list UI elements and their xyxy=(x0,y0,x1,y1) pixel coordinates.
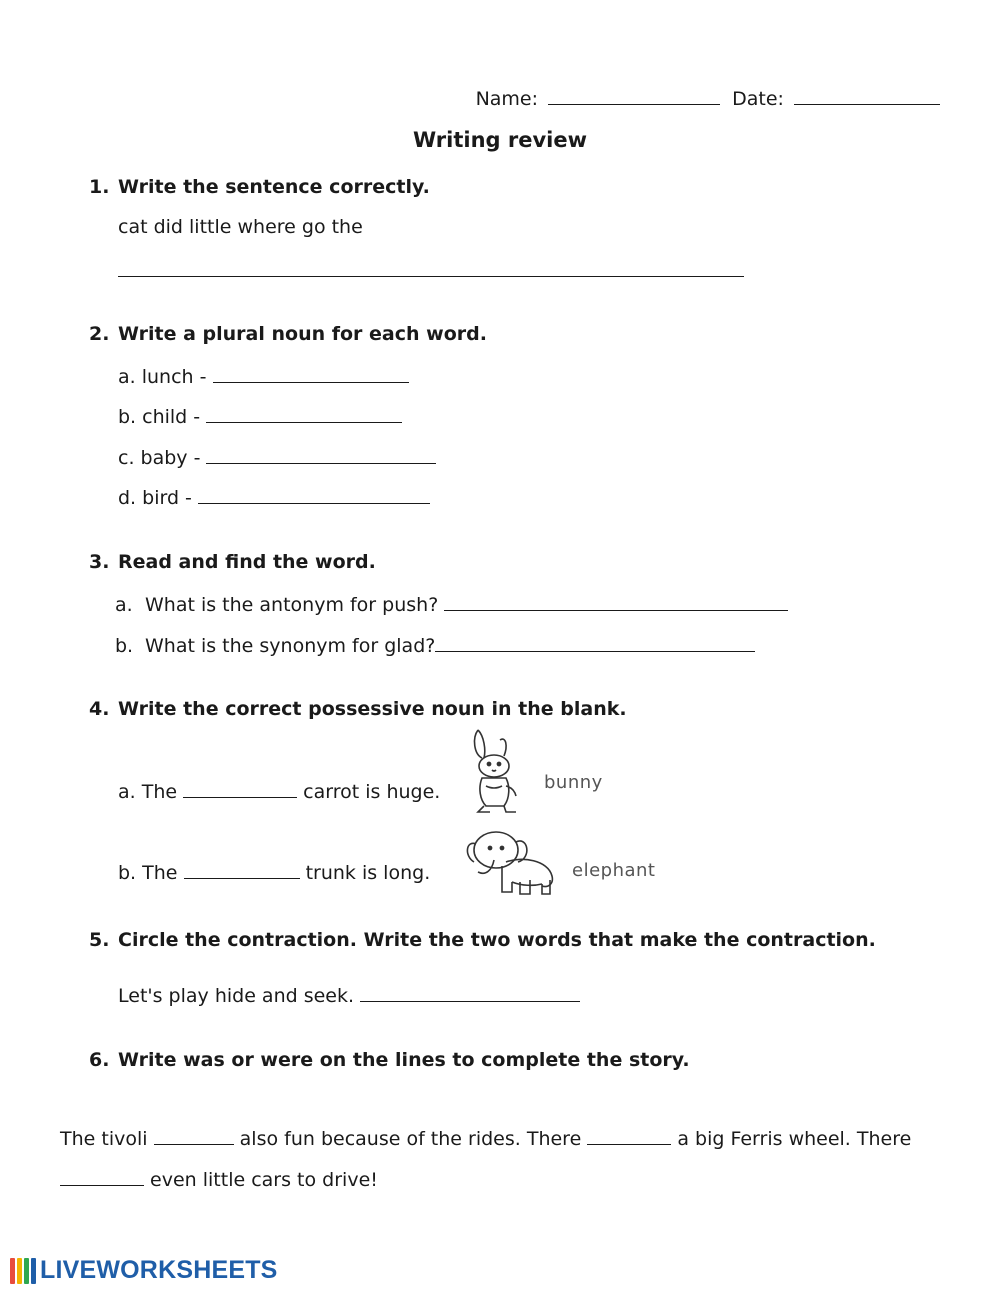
antonym-question xyxy=(115,592,788,616)
plural-item-child xyxy=(118,404,402,428)
synonym-question xyxy=(115,633,755,657)
name-blank[interactable] xyxy=(548,86,720,105)
answer-blank[interactable] xyxy=(184,860,300,879)
answer-blank[interactable] xyxy=(154,1126,234,1145)
question-prompt: Read and find the word. xyxy=(118,551,376,573)
item-text: What is the antonym for push? xyxy=(145,594,439,616)
question-prompt: Write the correct possessive noun in the blank. xyxy=(118,698,627,720)
question-6-heading xyxy=(89,1049,690,1071)
answer-line-1[interactable] xyxy=(118,258,744,277)
question-5-heading xyxy=(89,929,876,951)
brand-name[interactable]: LIVEWORKSHEETS xyxy=(40,1256,278,1284)
date-label: Date: xyxy=(732,88,784,110)
question-number: 3. xyxy=(89,551,110,573)
plural-item-lunch xyxy=(118,364,409,388)
story-paragraph xyxy=(60,1119,940,1201)
question-prompt: Write the sentence correctly. xyxy=(118,176,430,198)
question-number: 1. xyxy=(89,176,110,198)
liveworksheets-footer xyxy=(10,1256,278,1285)
question-4-heading xyxy=(89,698,627,720)
liveworksheets-logo-icon xyxy=(10,1258,36,1284)
question-number: 4. xyxy=(89,698,110,720)
name-label: Name: xyxy=(475,88,539,110)
item-text-before: a. The xyxy=(118,781,178,803)
elephant-illustration xyxy=(462,826,562,906)
item-label: c. baby - xyxy=(118,447,201,469)
contraction-sentence xyxy=(118,983,580,1007)
item-text-after: carrot is huge. xyxy=(303,781,441,803)
answer-blank[interactable] xyxy=(206,445,436,464)
plural-item-bird xyxy=(118,485,430,509)
story-text: even little cars to drive! xyxy=(150,1169,378,1191)
answer-blank[interactable] xyxy=(206,404,402,423)
answer-blank[interactable] xyxy=(60,1167,144,1186)
question-prompt: Write a plural noun for each word. xyxy=(118,323,487,345)
date-blank[interactable] xyxy=(794,86,940,105)
possessive-item-elephant xyxy=(118,860,430,884)
item-letter: b. xyxy=(115,635,134,657)
question-prompt: Circle the contraction. Write the two words that make the contraction. xyxy=(118,929,876,951)
question-1-heading xyxy=(89,176,430,198)
answer-blank[interactable] xyxy=(444,592,788,611)
answer-blank[interactable] xyxy=(198,485,430,504)
question-prompt: Write was or were on the lines to complete the story. xyxy=(118,1049,690,1071)
item-label: b. child - xyxy=(118,406,201,428)
picture-label-bunny: bunny xyxy=(544,772,603,793)
story-text: The tivoli xyxy=(60,1128,148,1150)
item-letter: a. xyxy=(115,594,133,616)
answer-blank[interactable] xyxy=(183,779,297,798)
answer-blank[interactable] xyxy=(213,364,409,383)
item-text-before: b. The xyxy=(118,862,178,884)
answer-blank[interactable] xyxy=(435,633,755,652)
question-3-heading xyxy=(89,551,376,573)
answer-blank[interactable] xyxy=(587,1126,671,1145)
story-text: a big Ferris wheel. There xyxy=(677,1128,912,1150)
question-number: 2. xyxy=(89,323,110,345)
bunny-illustration xyxy=(464,726,536,818)
name-date-header xyxy=(476,86,940,110)
picture-label-elephant: elephant xyxy=(572,860,656,881)
item-label: a. lunch - xyxy=(118,366,207,388)
question-number: 5. xyxy=(89,929,110,951)
story-text: also fun because of the rides. There xyxy=(239,1128,582,1150)
question-2-heading xyxy=(89,323,487,345)
page-title: Writing review xyxy=(412,128,587,152)
item-text: What is the synonym for glad? xyxy=(145,635,436,657)
item-label: d. bird - xyxy=(118,487,192,509)
sentence-text: Let's play hide and seek. xyxy=(118,985,355,1007)
question-number: 6. xyxy=(89,1049,110,1071)
answer-blank[interactable] xyxy=(360,983,580,1002)
scrambled-sentence: cat did little where go the xyxy=(118,216,363,238)
possessive-item-bunny xyxy=(118,779,440,803)
plural-item-baby xyxy=(118,445,436,469)
item-text-after: trunk is long. xyxy=(305,862,431,884)
